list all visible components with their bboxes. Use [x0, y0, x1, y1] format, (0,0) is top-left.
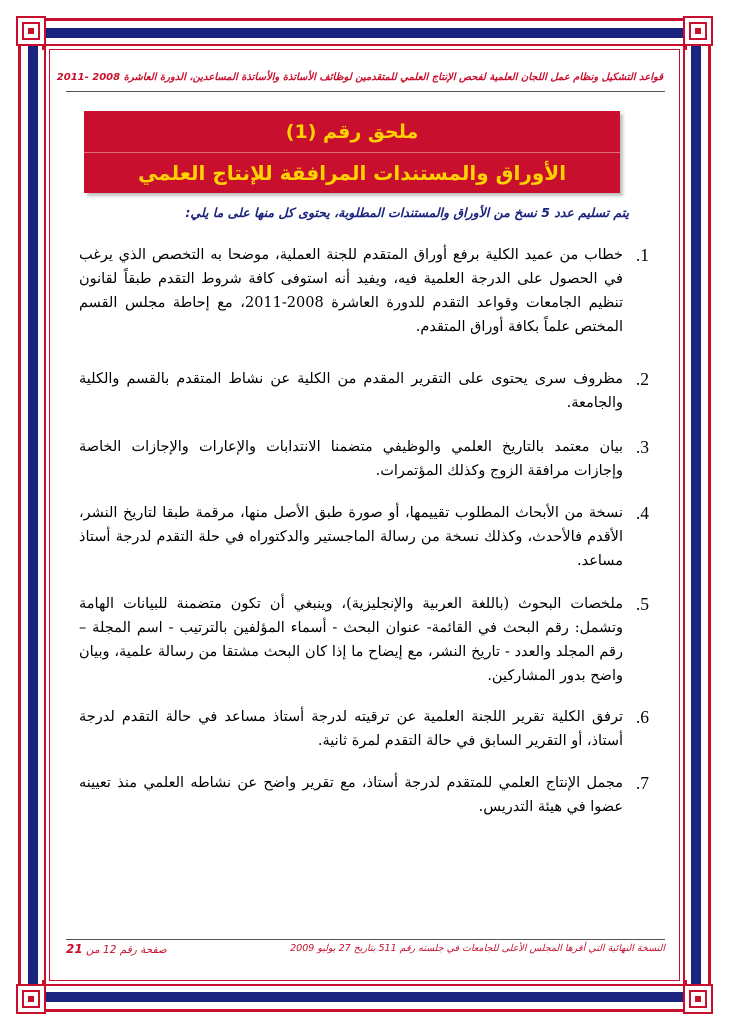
list-item: [79, 705, 649, 753]
list-item-text: مظروف سرى يحتوى على التقرير المقدم من الكلية عن نشاط المتقدم بالقسم والكلية والجامعة.: [79, 371, 623, 411]
list-item: [79, 367, 649, 415]
list-item-number: 1.: [635, 245, 649, 265]
list-item-number: 2.: [635, 369, 649, 389]
list-item-text: مجمل الإنتاج العلمي للمتقدم لدرجة أستاذ، مع تقرير واضح عن نشاطه العلمي منذ تعيينه عضوا في هيئة التدريس.: [79, 775, 623, 815]
list-item: [79, 771, 649, 819]
appendix-number-title: ملحق رقم (1): [285, 120, 419, 143]
list-item-text: ترفق الكلية تقرير اللجنة العلمية عن ترقيته لدرجة أستاذ مساعد في حالة التقدم لدرجة أستاذ، أو التقرير السابق في حالة التقدم لمرة ثانية.: [79, 709, 623, 749]
approval-note: النسخة النهائية التي أقرها المجلس الأعلى للجامعات في جلسته رقم 511 بتاريخ 27 يوليو 2009: [290, 943, 665, 954]
list-item: [79, 243, 649, 339]
list-item-number: 7.: [635, 773, 649, 793]
corner-ornament-bottom-right: [683, 984, 713, 1014]
corner-ornament-bottom-left: [16, 984, 46, 1014]
list-item-text: نسخة من الأبحاث المطلوب تقييمها، أو صورة طبق الأصل منها، مرقمة طبقا لتاريخ النشر، الأقدم فالأحدث، وكذلك نسخة من رسالة الماجستير والدكتوراه في حلة التقدم لدرجة أستاذ مساعد.: [79, 505, 623, 569]
corner-ornament-top-left: [16, 16, 46, 46]
list-item-text: ملخصات البحوث (باللغة العربية والإنجليزية)، وينبغي أن تكون متضمنة للبيانات الهامة وتشمل: رقم البحث في القائمة- عنوان البحث - أسماء المؤلفين بالترتيب - اسم المجلة – رقم المجلد والعدد - تاريخ النشر، مع إيضاح ما إذا كان البحث مشتقا من رسالة علمية، وبيان واضح بدور المشاركين.: [79, 596, 623, 684]
list-item-text: بيان معتمد بالتاريخ العلمي والوظيفي متضمنا الانتدابات والإعارات والإجازات الخاصة وإجازات مرافقة الزوج وكذلك المؤتمرات.: [79, 439, 623, 479]
intro-text: يتم تسليم عدد 5 نسخ من الأوراق والمستندات المطلوبة، يحتوى كل منها على ما يلي:: [185, 205, 629, 220]
list-item: [79, 501, 649, 573]
running-header: قواعد التشكيل ونظام عمل اللجان العلمية لفحص الإنتاج العلمي للمتقدمين لوظائف الأساتذة والأساتذة المساعدين، الدورة العاشرة 2008 -2011: [56, 72, 663, 83]
list-item: [79, 435, 649, 483]
page-total: 21: [66, 942, 83, 956]
header-rule: [66, 91, 665, 92]
list-item-number: 3.: [635, 437, 649, 457]
list-item: [79, 592, 649, 688]
appendix-title-box: [84, 111, 620, 193]
corner-ornament-top-right: [683, 16, 713, 46]
page-footer: [66, 942, 665, 960]
list-item-number: 5.: [635, 594, 649, 614]
page-label: صفحة رقم 12 من: [86, 944, 167, 956]
list-item-number: 6.: [635, 707, 649, 727]
appendix-subject-title: الأوراق والمستندات المرافقة للإنتاج العلمي: [137, 160, 567, 185]
list-item-number: 4.: [635, 503, 649, 523]
list-item-text: خطاب من عميد الكلية برفع أوراق المتقدم للجنة العملية، موضحا به التخصص الذي يرغب في الحصول على الدرجة العلمية فيه، ويفيد أنه استوفى كافة شروط التقدم طبقاً لقانون تنظيم الجامعات وقواعد التقدم للدورة العاشرة 2008-2011، مع إحاطة مجلس القسم المختص علماً بكافة أوراق المتقدم.: [79, 247, 624, 335]
footer-rule: [66, 939, 665, 940]
page-indicator: [66, 942, 167, 956]
